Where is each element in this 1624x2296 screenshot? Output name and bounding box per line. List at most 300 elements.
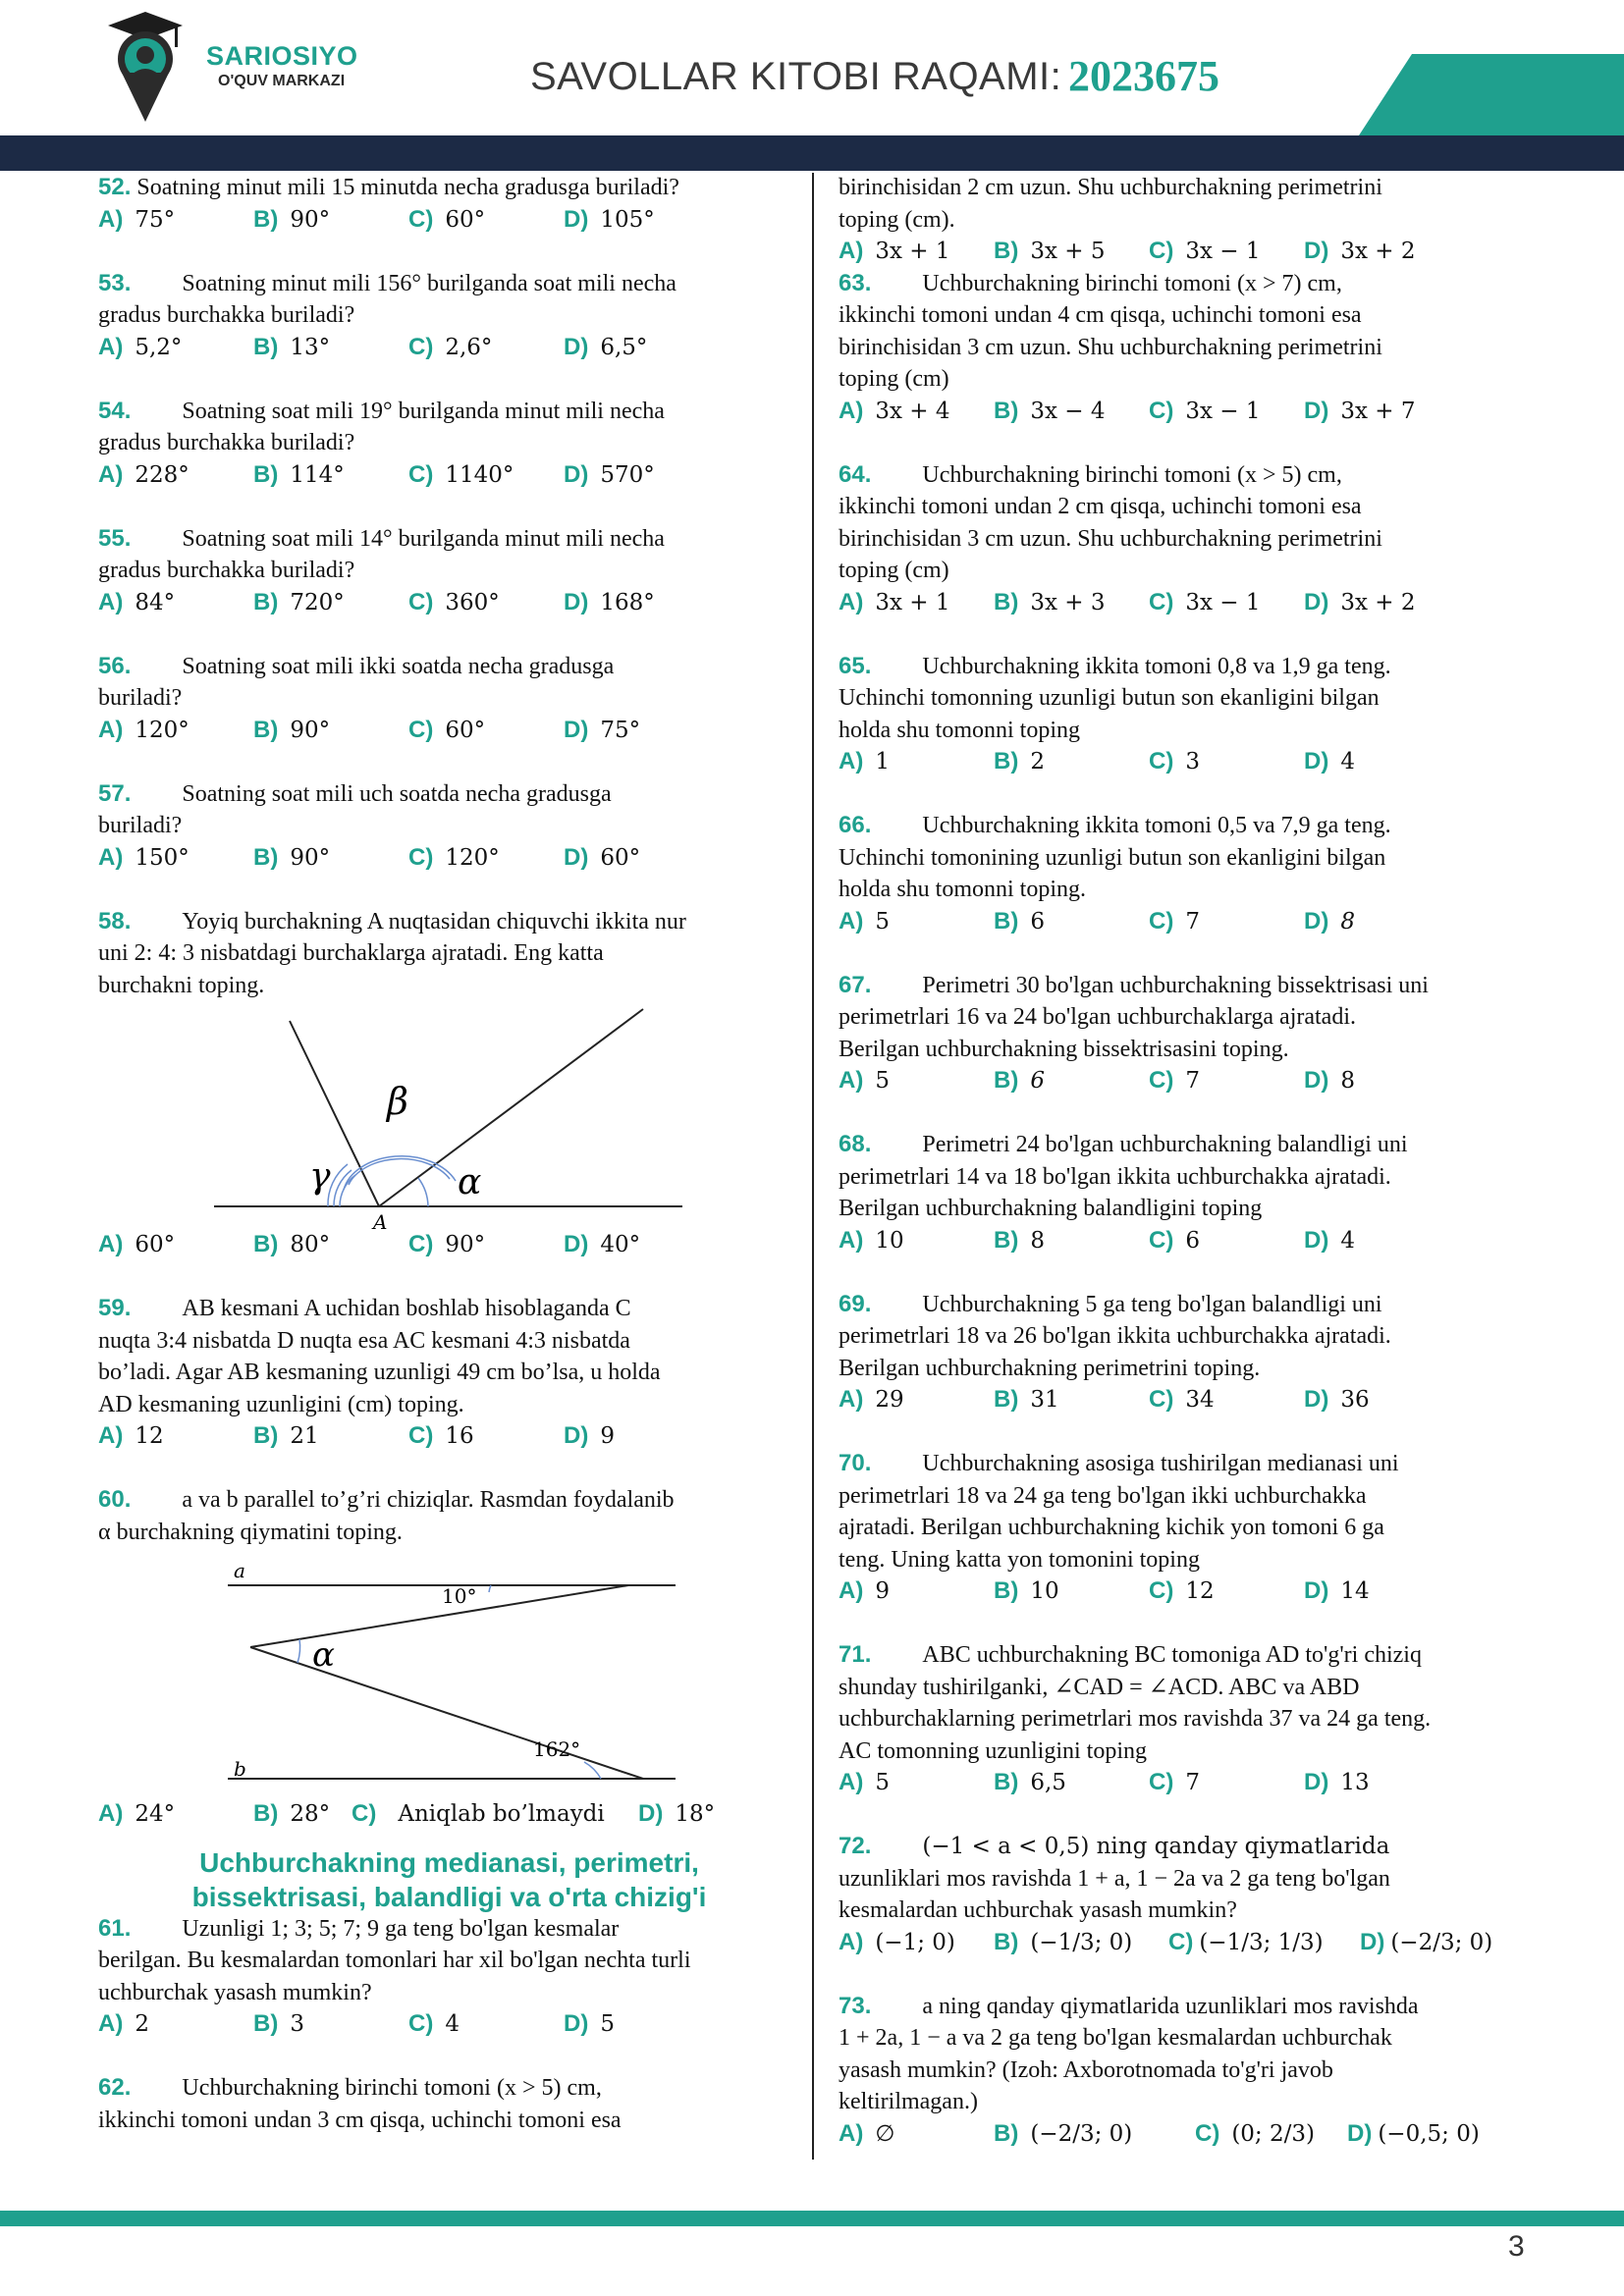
question-text: Soatning soat mili 19° burilganda minut mili necha: [182, 398, 665, 424]
option-d[interactable]: [564, 1420, 615, 1453]
page-number: 3: [1508, 2230, 1525, 2263]
option-c[interactable]: [1149, 1575, 1304, 1608]
question-66: [839, 810, 1541, 842]
question-63: [839, 268, 1541, 300]
option-letter: C): [408, 205, 434, 233]
option-letter: B): [253, 1231, 279, 1257]
option-value: 3x + 1: [875, 239, 950, 264]
option-letter: A): [98, 1800, 124, 1827]
option-b[interactable]: [994, 1065, 1149, 1097]
question-text-line: gradus burchakka buriladi?: [98, 430, 355, 455]
question-text-line: kesmalardan uchburchak yasash mumkin?: [839, 1897, 1237, 1923]
question-text: Uchburchakning birinchi tomoni (x > 7) cm,: [922, 270, 1342, 296]
question-text-line: uchburchaklarning perimetrlari mos ravishda 37 va 24 ga teng.: [839, 1706, 1432, 1732]
option-value: 3x + 2: [1340, 239, 1416, 264]
option-b[interactable]: [994, 2118, 1195, 2151]
option-value: (−1; 0): [875, 1929, 955, 1955]
option-letter: D): [1304, 1067, 1329, 1094]
option-b[interactable]: [994, 236, 1149, 268]
option-letter: D): [564, 716, 589, 743]
option-a[interactable]: [98, 842, 253, 875]
option-letter: A): [839, 748, 864, 774]
question-text-line: holda shu tomonni toping.: [839, 877, 1086, 902]
question-text-line: toping (cm): [839, 366, 949, 392]
answers-68: [839, 1225, 1541, 1257]
option-value: 120°: [135, 717, 189, 743]
parallel-lines-figure: [98, 1548, 800, 1798]
page-header: [0, 0, 1624, 177]
option-letter: B): [994, 1067, 1019, 1094]
option-value: (−2/3; 0): [1390, 1929, 1493, 1955]
option-c[interactable]: [408, 1420, 564, 1453]
answers-72: [839, 1927, 1541, 1959]
answers-64: [839, 587, 1541, 619]
option-letter: A): [98, 1231, 124, 1257]
question-text: Perimetri 30 bo'lgan uchburchakning bissektrisasi uni: [922, 972, 1429, 998]
option-letter: D): [638, 1800, 664, 1827]
option-b[interactable]: [994, 1927, 1168, 1959]
option-c[interactable]: [1149, 1225, 1304, 1257]
option-value: 168°: [600, 589, 655, 615]
option-c[interactable]: [1195, 2118, 1347, 2151]
option-b[interactable]: [994, 746, 1149, 778]
brand-name: SARIOSIYO: [206, 41, 358, 71]
option-letter: D): [1347, 2119, 1373, 2147]
question-text-line: uzunliklari mos ravishda 1 + a, 1 − 2a va 2 ga teng bo'lgan: [839, 1865, 1390, 1892]
gamma-label: γ: [309, 1156, 331, 1197]
option-d[interactable]: [1347, 2118, 1480, 2151]
option-d[interactable]: [564, 459, 655, 492]
question-text-line: ikkinchi tomoni undan 2 cm qisqa, uchinchi tomoni esa: [839, 494, 1362, 519]
question-text-line: shunday tushirilganki, ∠CAD = ∠ACD. ABC va ABD: [839, 1674, 1360, 1700]
question-text-line: bo’ladi. Agar AB kesmaning uzunligi 49 cm bo’lsa, u holda: [98, 1360, 661, 1385]
question-text-line: uni 2: 4: 3 nisbatdagi burchaklarga ajratadi. Eng katta: [98, 940, 604, 966]
option-b[interactable]: [994, 1384, 1149, 1416]
option-letter: B): [253, 205, 279, 233]
option-value: 1: [875, 749, 890, 774]
option-b[interactable]: [253, 842, 408, 875]
option-letter: A): [839, 907, 864, 934]
option-b[interactable]: [253, 1798, 352, 1831]
option-value: 90°: [290, 717, 331, 743]
option-letter: C): [408, 333, 434, 360]
question-65: [839, 651, 1541, 683]
question-text-line: toping (cm).: [839, 206, 955, 233]
option-letter: D): [1304, 1769, 1329, 1795]
question-number: 57.: [98, 779, 132, 807]
question-text-line: perimetrlari 18 va 24 ga teng bo'lgan ikki uchburchakka: [839, 1482, 1367, 1509]
answers-62: [839, 236, 1541, 268]
option-c[interactable]: [352, 1798, 638, 1831]
option-value: ∅: [875, 2120, 895, 2147]
option-b[interactable]: [253, 459, 408, 492]
option-a[interactable]: [98, 2008, 253, 2041]
option-b[interactable]: [253, 587, 408, 619]
option-letter: A): [839, 588, 864, 615]
question-text-line: birinchisidan 2 cm uzun. Shu uchburchakning perimetrini: [839, 175, 1382, 200]
option-value: 31: [1030, 1387, 1059, 1413]
option-letter: C): [1149, 1226, 1174, 1254]
question-text-line: Uchinchi tomonning uzunligi butun son ekanligini bilgan: [839, 685, 1380, 711]
option-a[interactable]: [98, 332, 253, 364]
option-value: 28°: [290, 1801, 331, 1827]
option-c[interactable]: [1168, 1927, 1360, 1959]
option-c[interactable]: [408, 332, 564, 364]
option-value: 80°: [290, 1232, 331, 1257]
option-a[interactable]: [839, 587, 994, 619]
answers-55: [98, 587, 800, 619]
option-a[interactable]: [98, 1229, 253, 1261]
option-letter: B): [253, 2010, 279, 2037]
question-text: AB kesmani A uchidan boshlab hisoblaganda C: [182, 1296, 631, 1321]
option-value: 6: [1185, 1227, 1200, 1254]
answers-70: [839, 1575, 1541, 1608]
question-text: Soatning soat mili 14° burilganda minut mili necha: [182, 525, 665, 552]
option-b[interactable]: [253, 1420, 408, 1453]
option-letter: B): [253, 843, 279, 871]
header-navy-bar: [0, 135, 1624, 171]
question-number: 66.: [839, 812, 872, 838]
question-62: [98, 2072, 800, 2105]
question-53: [98, 268, 800, 300]
option-a[interactable]: [98, 587, 253, 619]
option-letter: C): [1149, 1386, 1174, 1413]
option-value: 6,5°: [600, 334, 648, 360]
option-value: 5: [600, 2011, 615, 2037]
question-73: [839, 1991, 1541, 2023]
option-d[interactable]: [1304, 1767, 1370, 1799]
option-a[interactable]: [839, 1065, 994, 1097]
question-text-line: perimetrlari 14 va 18 bo'lgan ikkita uchburchakka ajratadi.: [839, 1163, 1391, 1190]
option-d[interactable]: [1304, 1225, 1355, 1257]
option-d[interactable]: [1304, 236, 1415, 268]
question-text: Uchburchakning asosiga tushirilgan medianasi uni: [922, 1451, 1399, 1476]
option-b[interactable]: [253, 1229, 408, 1261]
answers-60: [98, 1798, 800, 1831]
option-value: 360°: [445, 589, 500, 615]
option-d[interactable]: [1304, 746, 1355, 778]
option-letter: C): [1149, 588, 1174, 615]
question-text-line: ikkinchi tomoni undan 4 cm qisqa, uchinchi tomoni esa: [839, 302, 1362, 328]
option-letter: C): [1149, 748, 1174, 774]
option-c[interactable]: [1149, 1065, 1304, 1097]
book-label: SAVOLLAR KITOBI RAQAMI:: [530, 55, 1062, 98]
question-text-line: gradus burchakka buriladi?: [98, 558, 355, 583]
option-value: 9: [600, 1423, 615, 1449]
option-a[interactable]: [839, 1575, 994, 1608]
question-text-line: buriladi?: [98, 813, 183, 838]
answers-57: [98, 842, 800, 875]
option-value: 84°: [135, 589, 176, 615]
option-d[interactable]: [564, 204, 655, 237]
option-value: (−1/3; 1/3): [1199, 1929, 1324, 1955]
option-c[interactable]: [408, 842, 564, 875]
option-value: 5: [875, 1770, 890, 1795]
option-value: 6: [1030, 1068, 1045, 1094]
answers-56: [98, 715, 800, 747]
option-value: 3x − 4: [1030, 398, 1106, 424]
option-d[interactable]: [1304, 1384, 1370, 1416]
option-value: 36: [1340, 1387, 1370, 1413]
option-value: 13: [1340, 1770, 1370, 1795]
option-letter: B): [994, 1577, 1019, 1604]
option-value: (0; 2/3): [1231, 2120, 1315, 2147]
question-57: [98, 778, 800, 811]
option-value: 7: [1185, 1068, 1200, 1094]
option-a[interactable]: [98, 1798, 253, 1831]
option-a[interactable]: [98, 1420, 253, 1453]
option-letter: D): [564, 588, 589, 615]
point-a-label: A: [373, 1210, 388, 1229]
question-number: 63.: [839, 269, 872, 296]
question-text-line: 1 + 2a, 1 − a va 2 ga teng bo'lgan kesmalardan uchburchak: [839, 2025, 1392, 2051]
line-b-label: b: [234, 1757, 246, 1781]
option-c[interactable]: [1149, 746, 1304, 778]
option-value: 9: [875, 1578, 890, 1604]
question-number: 71.: [839, 1641, 872, 1668]
question-text-line: yasash mumkin? (Izoh: Axborotnomada to'g'ri javob: [839, 2056, 1333, 2083]
option-value: 3x + 1: [875, 589, 950, 615]
option-a[interactable]: [839, 906, 994, 938]
option-value: 3x − 1: [1185, 398, 1261, 424]
option-letter: C): [1149, 1577, 1174, 1604]
option-letter: C): [408, 588, 434, 615]
option-value: 21: [290, 1423, 319, 1449]
option-letter: B): [994, 1928, 1019, 1955]
option-c[interactable]: [1149, 236, 1304, 268]
option-d[interactable]: [564, 715, 640, 747]
option-letter: A): [839, 2119, 864, 2147]
question-61: [98, 1913, 800, 1946]
option-d[interactable]: [564, 1229, 640, 1261]
option-value: 570°: [600, 461, 655, 488]
option-a[interactable]: [839, 1384, 994, 1416]
option-value: (−0,5; 0): [1378, 2120, 1480, 2147]
option-value: 3x + 3: [1030, 589, 1106, 615]
option-value: 228°: [135, 461, 189, 488]
question-text-line: perimetrlari 16 va 24 bo'lgan uchburchaklarga ajratadi.: [839, 1004, 1357, 1030]
question-text: Uchburchakning 5 ga teng bo'lgan balandligi uni: [922, 1291, 1382, 1317]
option-value: 18°: [675, 1801, 716, 1827]
option-letter: A): [839, 1577, 864, 1604]
option-a[interactable]: [839, 1767, 994, 1799]
question-text: a ning qanday qiymatlarida uzunliklari mos ravishda: [922, 1993, 1419, 2019]
logo-pin-icon: [98, 12, 196, 126]
question-text-line: perimetrlari 18 va 26 bo'lgan ikkita uchburchakka ajratadi.: [839, 1323, 1391, 1349]
option-letter: A): [98, 460, 124, 488]
option-c[interactable]: [408, 2008, 564, 2041]
answers-66: [839, 906, 1541, 938]
option-b[interactable]: [994, 906, 1149, 938]
option-d[interactable]: [1304, 1065, 1355, 1097]
question-number: 58.: [98, 907, 132, 934]
option-value: 3x + 4: [875, 398, 950, 424]
option-letter: C): [408, 716, 434, 743]
option-letter: B): [994, 1226, 1019, 1254]
option-letter: D): [1304, 588, 1329, 615]
option-value: 7: [1185, 1770, 1200, 1795]
question-number: 64.: [839, 460, 872, 488]
option-letter: D): [564, 843, 589, 871]
option-value: 75°: [135, 206, 176, 233]
option-letter: B): [253, 333, 279, 360]
question-56: [98, 651, 800, 683]
option-letter: D): [564, 460, 589, 488]
option-letter: D): [564, 1422, 589, 1449]
option-a[interactable]: [98, 459, 253, 492]
option-a[interactable]: [839, 1225, 994, 1257]
option-letter: A): [98, 2010, 124, 2037]
question-text-line: ikkinchi tomoni undan 3 cm qisqa, uchinchi tomoni esa: [98, 2107, 622, 2133]
option-letter: A): [839, 238, 864, 264]
answers-61: [98, 2008, 800, 2041]
option-letter: B): [253, 588, 279, 615]
column-divider: [812, 173, 814, 2160]
option-value: 5: [875, 1068, 890, 1094]
question-number: 72.: [839, 1833, 872, 1859]
option-value: 3x + 2: [1340, 589, 1416, 615]
option-b[interactable]: [994, 1575, 1149, 1608]
option-b[interactable]: [994, 1767, 1149, 1799]
option-c[interactable]: [408, 587, 564, 619]
option-letter: C): [408, 460, 434, 488]
option-d[interactable]: [564, 332, 647, 364]
question-text-line: gradus burchakka buriladi?: [98, 302, 355, 328]
option-letter: B): [994, 588, 1019, 615]
option-letter: B): [994, 1769, 1019, 1795]
option-letter: D): [1304, 238, 1329, 264]
question-text: Uchburchakning birinchi tomoni (x > 5) cm,: [182, 2075, 602, 2101]
book-number: 2023675: [1068, 52, 1219, 100]
option-letter: D): [564, 333, 589, 360]
question-text: Uzunligi 1; 3; 5; 7; 9 ga teng bo'lgan kesmalar: [182, 1915, 620, 1942]
option-value: 6,5: [1030, 1770, 1066, 1795]
option-letter: B): [994, 2119, 1019, 2147]
option-c[interactable]: [1149, 587, 1304, 619]
option-value: 7: [1185, 908, 1200, 934]
option-value: 60°: [600, 844, 641, 871]
option-value: 3: [290, 2011, 304, 2037]
option-value: 2,6°: [445, 334, 493, 360]
question-number: 62.: [98, 2074, 132, 2101]
option-letter: D): [564, 1231, 589, 1257]
option-b[interactable]: [994, 1225, 1149, 1257]
option-c[interactable]: [1149, 906, 1304, 938]
answers-73: [839, 2118, 1541, 2151]
option-d[interactable]: [564, 842, 640, 875]
question-number: 65.: [839, 652, 872, 679]
logo: [98, 12, 373, 126]
option-b[interactable]: [994, 587, 1149, 619]
option-d[interactable]: [1360, 1927, 1492, 1959]
option-value: 4: [1340, 749, 1355, 774]
option-b[interactable]: [253, 204, 408, 237]
question-text-line: nuqta 3:4 nisbatda D nuqta esa AC kesmani 4:3 nisbatda: [98, 1327, 630, 1354]
right-column: [839, 172, 1541, 2150]
option-a[interactable]: [839, 236, 994, 268]
question-text: Soatning minut mili 156° burilganda soat mili necha: [182, 270, 677, 296]
option-value: 120°: [445, 844, 500, 871]
option-d[interactable]: [1304, 906, 1355, 938]
option-value: 60°: [445, 206, 486, 233]
option-letter: C): [1149, 1769, 1174, 1795]
answers-54: [98, 459, 800, 492]
angle-162-label: 162°: [533, 1737, 581, 1761]
option-letter: C): [1149, 907, 1174, 934]
option-a[interactable]: [839, 2118, 994, 2151]
option-c[interactable]: [1149, 1384, 1304, 1416]
option-value: 150°: [135, 844, 189, 871]
question-52: [98, 172, 800, 204]
option-value: Aniqlab bo’lmaydi: [398, 1801, 605, 1827]
angle-figure: [98, 1001, 800, 1229]
question-text-line: teng. Uning katta yon tomonini toping: [839, 1546, 1200, 1573]
option-value: 3x − 1: [1185, 589, 1261, 615]
left-column: [98, 172, 800, 2136]
question-text-line: birinchisidan 3 cm uzun. Shu uchburchakning perimetrini: [839, 334, 1382, 360]
answers-69: [839, 1384, 1541, 1416]
option-d[interactable]: [1304, 587, 1415, 619]
option-value: 8: [1340, 1068, 1355, 1094]
option-letter: B): [253, 460, 279, 488]
question-58: [98, 906, 800, 938]
option-c[interactable]: [408, 459, 564, 492]
option-letter: A): [839, 1386, 864, 1413]
option-a[interactable]: [839, 746, 994, 778]
answers-58: [98, 1229, 800, 1261]
question-number: 69.: [839, 1290, 872, 1317]
option-letter: B): [994, 1386, 1019, 1413]
option-letter: C): [408, 1231, 434, 1257]
option-c[interactable]: [408, 1229, 564, 1261]
question-number: 59.: [98, 1295, 132, 1321]
option-b[interactable]: [994, 396, 1149, 428]
option-d[interactable]: [1304, 1575, 1370, 1608]
option-value: 12: [135, 1423, 164, 1449]
option-a[interactable]: [98, 715, 253, 747]
question-number: 61.: [98, 1914, 132, 1942]
option-letter: D): [1304, 397, 1329, 424]
option-b[interactable]: [253, 715, 408, 747]
option-d[interactable]: [638, 1798, 715, 1831]
option-value: 13°: [290, 334, 331, 360]
option-c[interactable]: [408, 204, 564, 237]
option-letter: A): [98, 588, 124, 615]
question-text: ABC uchburchakning BC tomoniga AD to'g'ri chiziq: [922, 1642, 1422, 1668]
question-number: 73.: [839, 1992, 872, 2019]
option-b[interactable]: [253, 332, 408, 364]
option-value: 5,2°: [135, 334, 183, 360]
question-70: [839, 1448, 1541, 1480]
option-a[interactable]: [839, 1927, 994, 1959]
option-d[interactable]: [564, 587, 655, 619]
option-letter: A): [839, 1769, 864, 1795]
question-59: [98, 1293, 800, 1325]
option-c[interactable]: [408, 715, 564, 747]
option-c[interactable]: [1149, 1767, 1304, 1799]
question-number: 60.: [98, 1486, 132, 1513]
option-a[interactable]: [98, 204, 253, 237]
option-value: 3x − 1: [1185, 239, 1261, 264]
option-d[interactable]: [564, 2008, 615, 2041]
option-d[interactable]: [1304, 396, 1415, 428]
question-text-line: toping (cm): [839, 558, 949, 583]
option-c[interactable]: [1149, 396, 1304, 428]
option-a[interactable]: [839, 396, 994, 428]
question-number: 56.: [98, 652, 132, 679]
option-value: 3x + 5: [1030, 239, 1106, 264]
option-b[interactable]: [253, 2008, 408, 2041]
